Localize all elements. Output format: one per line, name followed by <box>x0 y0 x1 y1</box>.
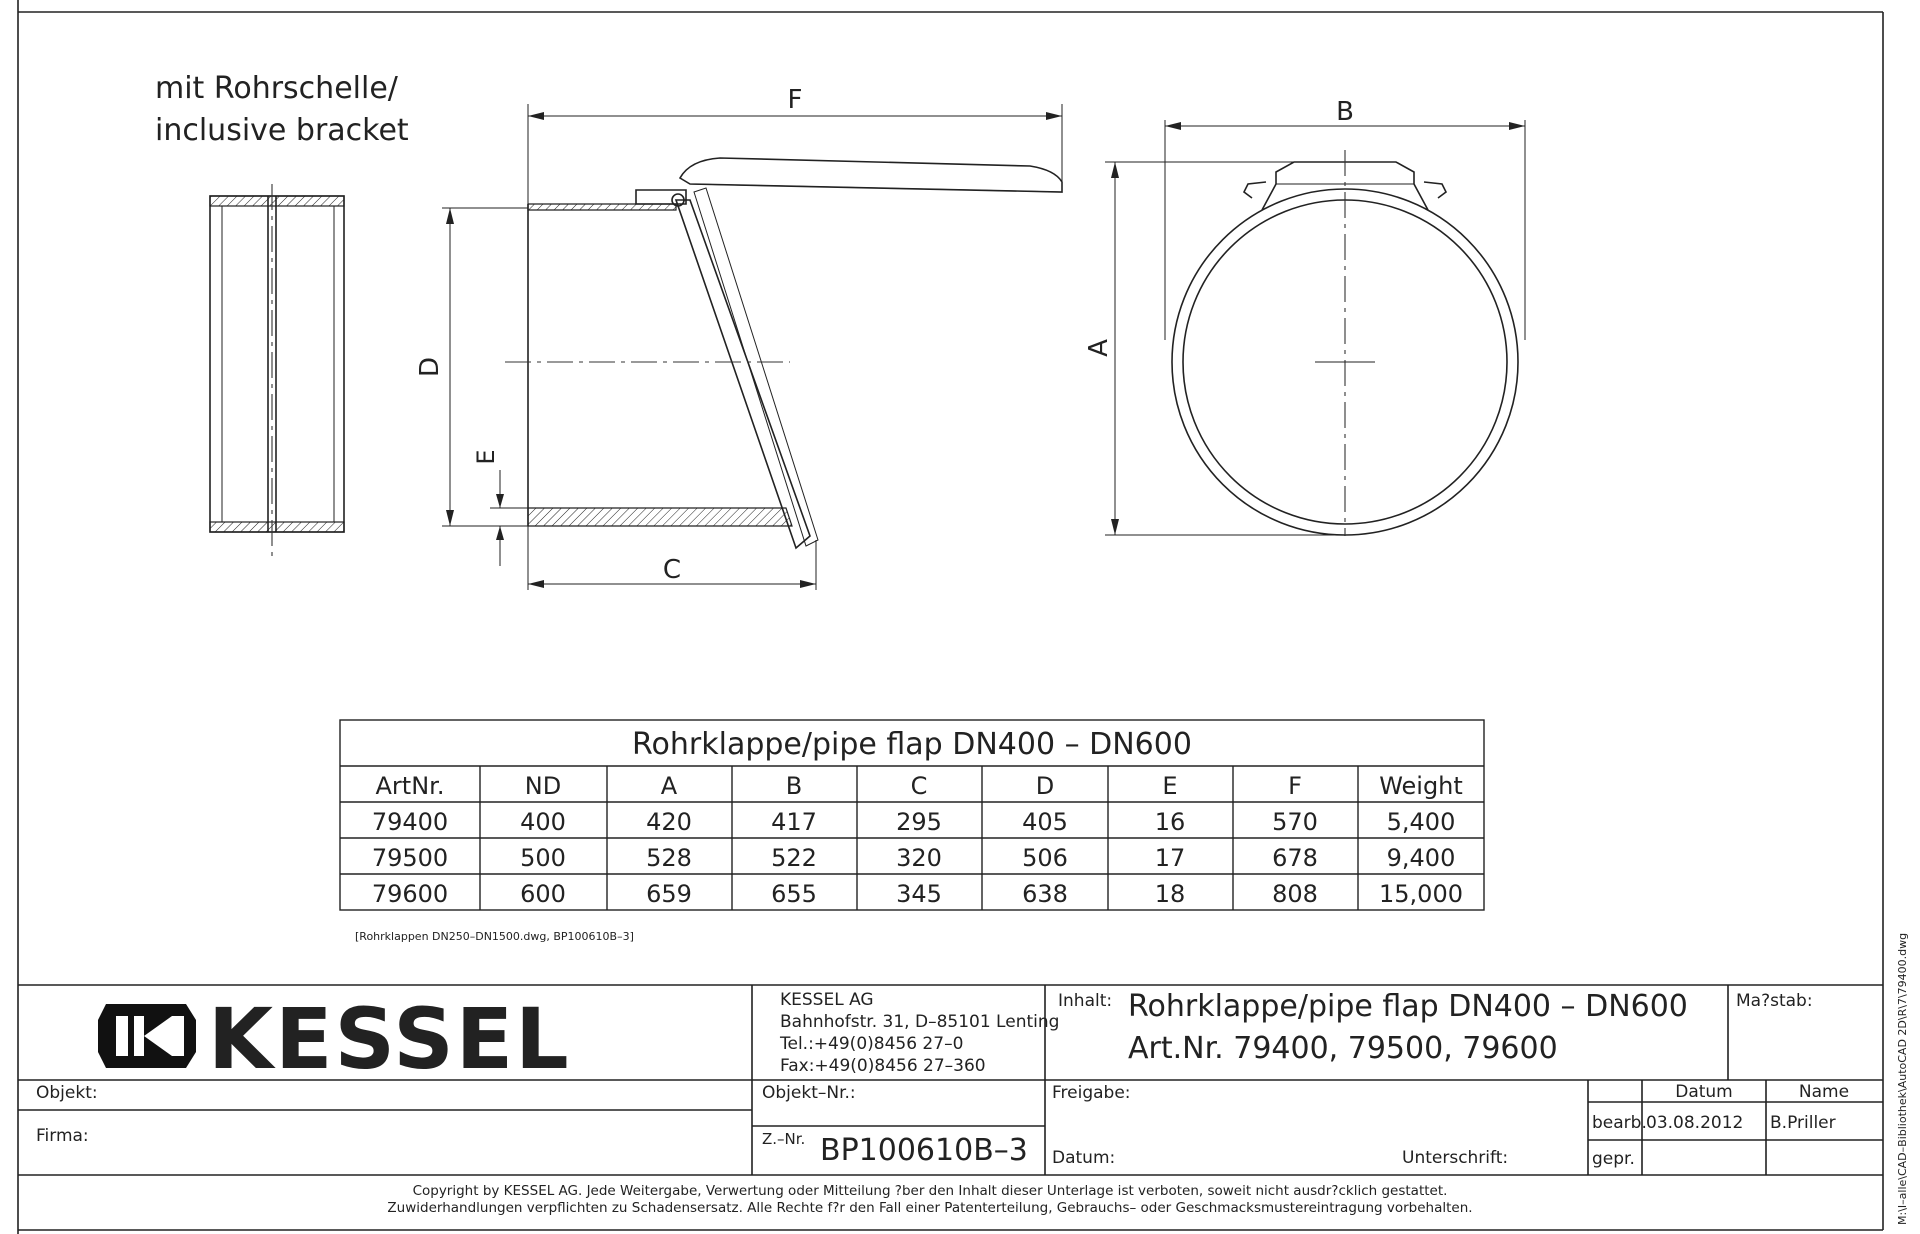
header-artnr: ArtNr. <box>375 772 445 800</box>
cell-artnr: 79600 <box>371 880 449 908</box>
note-line-1: mit Rohrschelle/ <box>155 71 398 106</box>
clamp-front-view <box>1172 150 1518 536</box>
znr-value: BP100610B–3 <box>820 1133 1028 1168</box>
company-fax: Fax:+49(0)8456 27–360 <box>780 1056 986 1076</box>
company-name: KESSEL AG <box>780 990 874 1010</box>
unterschrift-label: Unterschrift: <box>1402 1148 1509 1168</box>
cell-c: 345 <box>896 880 942 908</box>
side-file-path: M:\I–alle\CAD–Bibliothek\AutoCAD 2D\R\7\79400.dwg <box>1896 932 1909 1225</box>
dim-B-label: B <box>1336 97 1354 127</box>
inhalt-line-2: Art.Nr. 79400, 79500, 79600 <box>1128 1031 1558 1066</box>
table-title: Rohrklappe/pipe flap DN400 – DN600 <box>632 727 1192 762</box>
cell-a: 659 <box>646 880 692 908</box>
objekt-label: Objekt: <box>36 1083 98 1103</box>
file-reference: [Rohrklappen DN250–DN1500.dwg, BP100610B–3] <box>355 930 634 943</box>
cell-e: 18 <box>1154 880 1186 908</box>
cell-e: 16 <box>1154 808 1186 836</box>
cell-weight: 15,000 <box>1379 880 1463 908</box>
massstab-label: Ma?stab: <box>1736 991 1813 1011</box>
dim-C-label: C <box>662 555 682 585</box>
table-header-row <box>376 772 1463 800</box>
bearb-label: bearb. <box>1592 1113 1647 1133</box>
inhalt-label: Inhalt: <box>1058 991 1113 1011</box>
cell-artnr: 79400 <box>371 808 449 836</box>
cell-d: 506 <box>1022 844 1068 872</box>
cell-d: 638 <box>1022 880 1068 908</box>
header-a: A <box>660 772 678 800</box>
table-row <box>372 808 1456 836</box>
gepr-label: gepr. <box>1592 1149 1635 1169</box>
logo-text: KESSEL <box>208 990 571 1088</box>
cell-b: 655 <box>771 880 817 908</box>
col-datum-header: Datum <box>1675 1082 1733 1102</box>
cell-artnr: 79500 <box>371 844 449 872</box>
bearb-name: B.Priller <box>1770 1113 1836 1133</box>
bearb-date: 03.08.2012 <box>1646 1113 1744 1133</box>
header-nd: ND <box>524 772 562 800</box>
header-weight: Weight <box>1379 772 1463 800</box>
copyright-line-1: Copyright by KESSEL AG. Jede Weitergabe, Verwertung oder Mitteilung ?ber den Inhalt dieser Unterlage ist verboten, soweit nicht ausdr?cklich gestattet. <box>412 1183 1448 1199</box>
cell-weight: 9,400 <box>1386 844 1456 872</box>
copyright-line-2: Zuwiderhandlungen verpflichten zu Schadensersatz. Alle Rechte f?r den Fall einer Patenterteilung, Gebrauchs– oder Geschmacksmustereintragung vorbehalten. <box>387 1200 1473 1216</box>
dim-A-label: A <box>1084 339 1114 357</box>
header-f: F <box>1288 772 1302 800</box>
cell-f: 808 <box>1272 880 1318 908</box>
datum-label: Datum: <box>1052 1148 1116 1168</box>
cell-b: 522 <box>771 844 817 872</box>
cell-f: 678 <box>1272 844 1318 872</box>
header-c: C <box>910 772 928 800</box>
cell-d: 405 <box>1022 808 1068 836</box>
dim-D <box>415 208 528 526</box>
cell-b: 417 <box>771 808 817 836</box>
cell-e: 17 <box>1154 844 1186 872</box>
company-tel: Tel.:+49(0)8456 27–0 <box>780 1034 964 1054</box>
cell-nd: 600 <box>520 880 566 908</box>
kessel-logo <box>98 990 571 1088</box>
cell-nd: 500 <box>520 844 566 872</box>
znr-label: Z.–Nr. <box>762 1130 806 1148</box>
table-row <box>372 880 1463 908</box>
inhalt-line-1: Rohrklappe/pipe flap DN400 – DN600 <box>1128 989 1688 1024</box>
dim-D-label: D <box>415 356 445 378</box>
dim-B <box>1165 97 1525 340</box>
dim-F-label: F <box>787 85 803 115</box>
dim-C <box>528 526 816 590</box>
table-row <box>372 844 1456 872</box>
cell-nd: 400 <box>520 808 566 836</box>
dim-E <box>472 449 528 566</box>
cell-weight: 5,400 <box>1386 808 1456 836</box>
dim-A <box>1084 162 1345 535</box>
header-e: E <box>1162 772 1178 800</box>
dimension-table <box>340 720 1484 910</box>
firma-label: Firma: <box>36 1126 89 1146</box>
cell-a: 528 <box>646 844 692 872</box>
header-d: D <box>1035 772 1055 800</box>
company-street: Bahnhofstr. 31, D–85101 Lenting <box>780 1012 1060 1032</box>
dim-E-label: E <box>472 449 500 465</box>
note-line-2: inclusive bracket <box>155 113 409 148</box>
cell-c: 295 <box>896 808 942 836</box>
cell-c: 320 <box>896 844 942 872</box>
company-address <box>779 990 1059 1076</box>
header-b: B <box>785 772 803 800</box>
cell-a: 420 <box>646 808 692 836</box>
bracket-side-view <box>210 184 344 560</box>
freigabe-label: Freigabe: <box>1052 1083 1131 1103</box>
cell-f: 570 <box>1272 808 1318 836</box>
objekt-nr-label: Objekt–Nr.: <box>762 1083 856 1103</box>
flap-side-view <box>505 158 1062 548</box>
col-name-header: Name <box>1798 1082 1850 1102</box>
